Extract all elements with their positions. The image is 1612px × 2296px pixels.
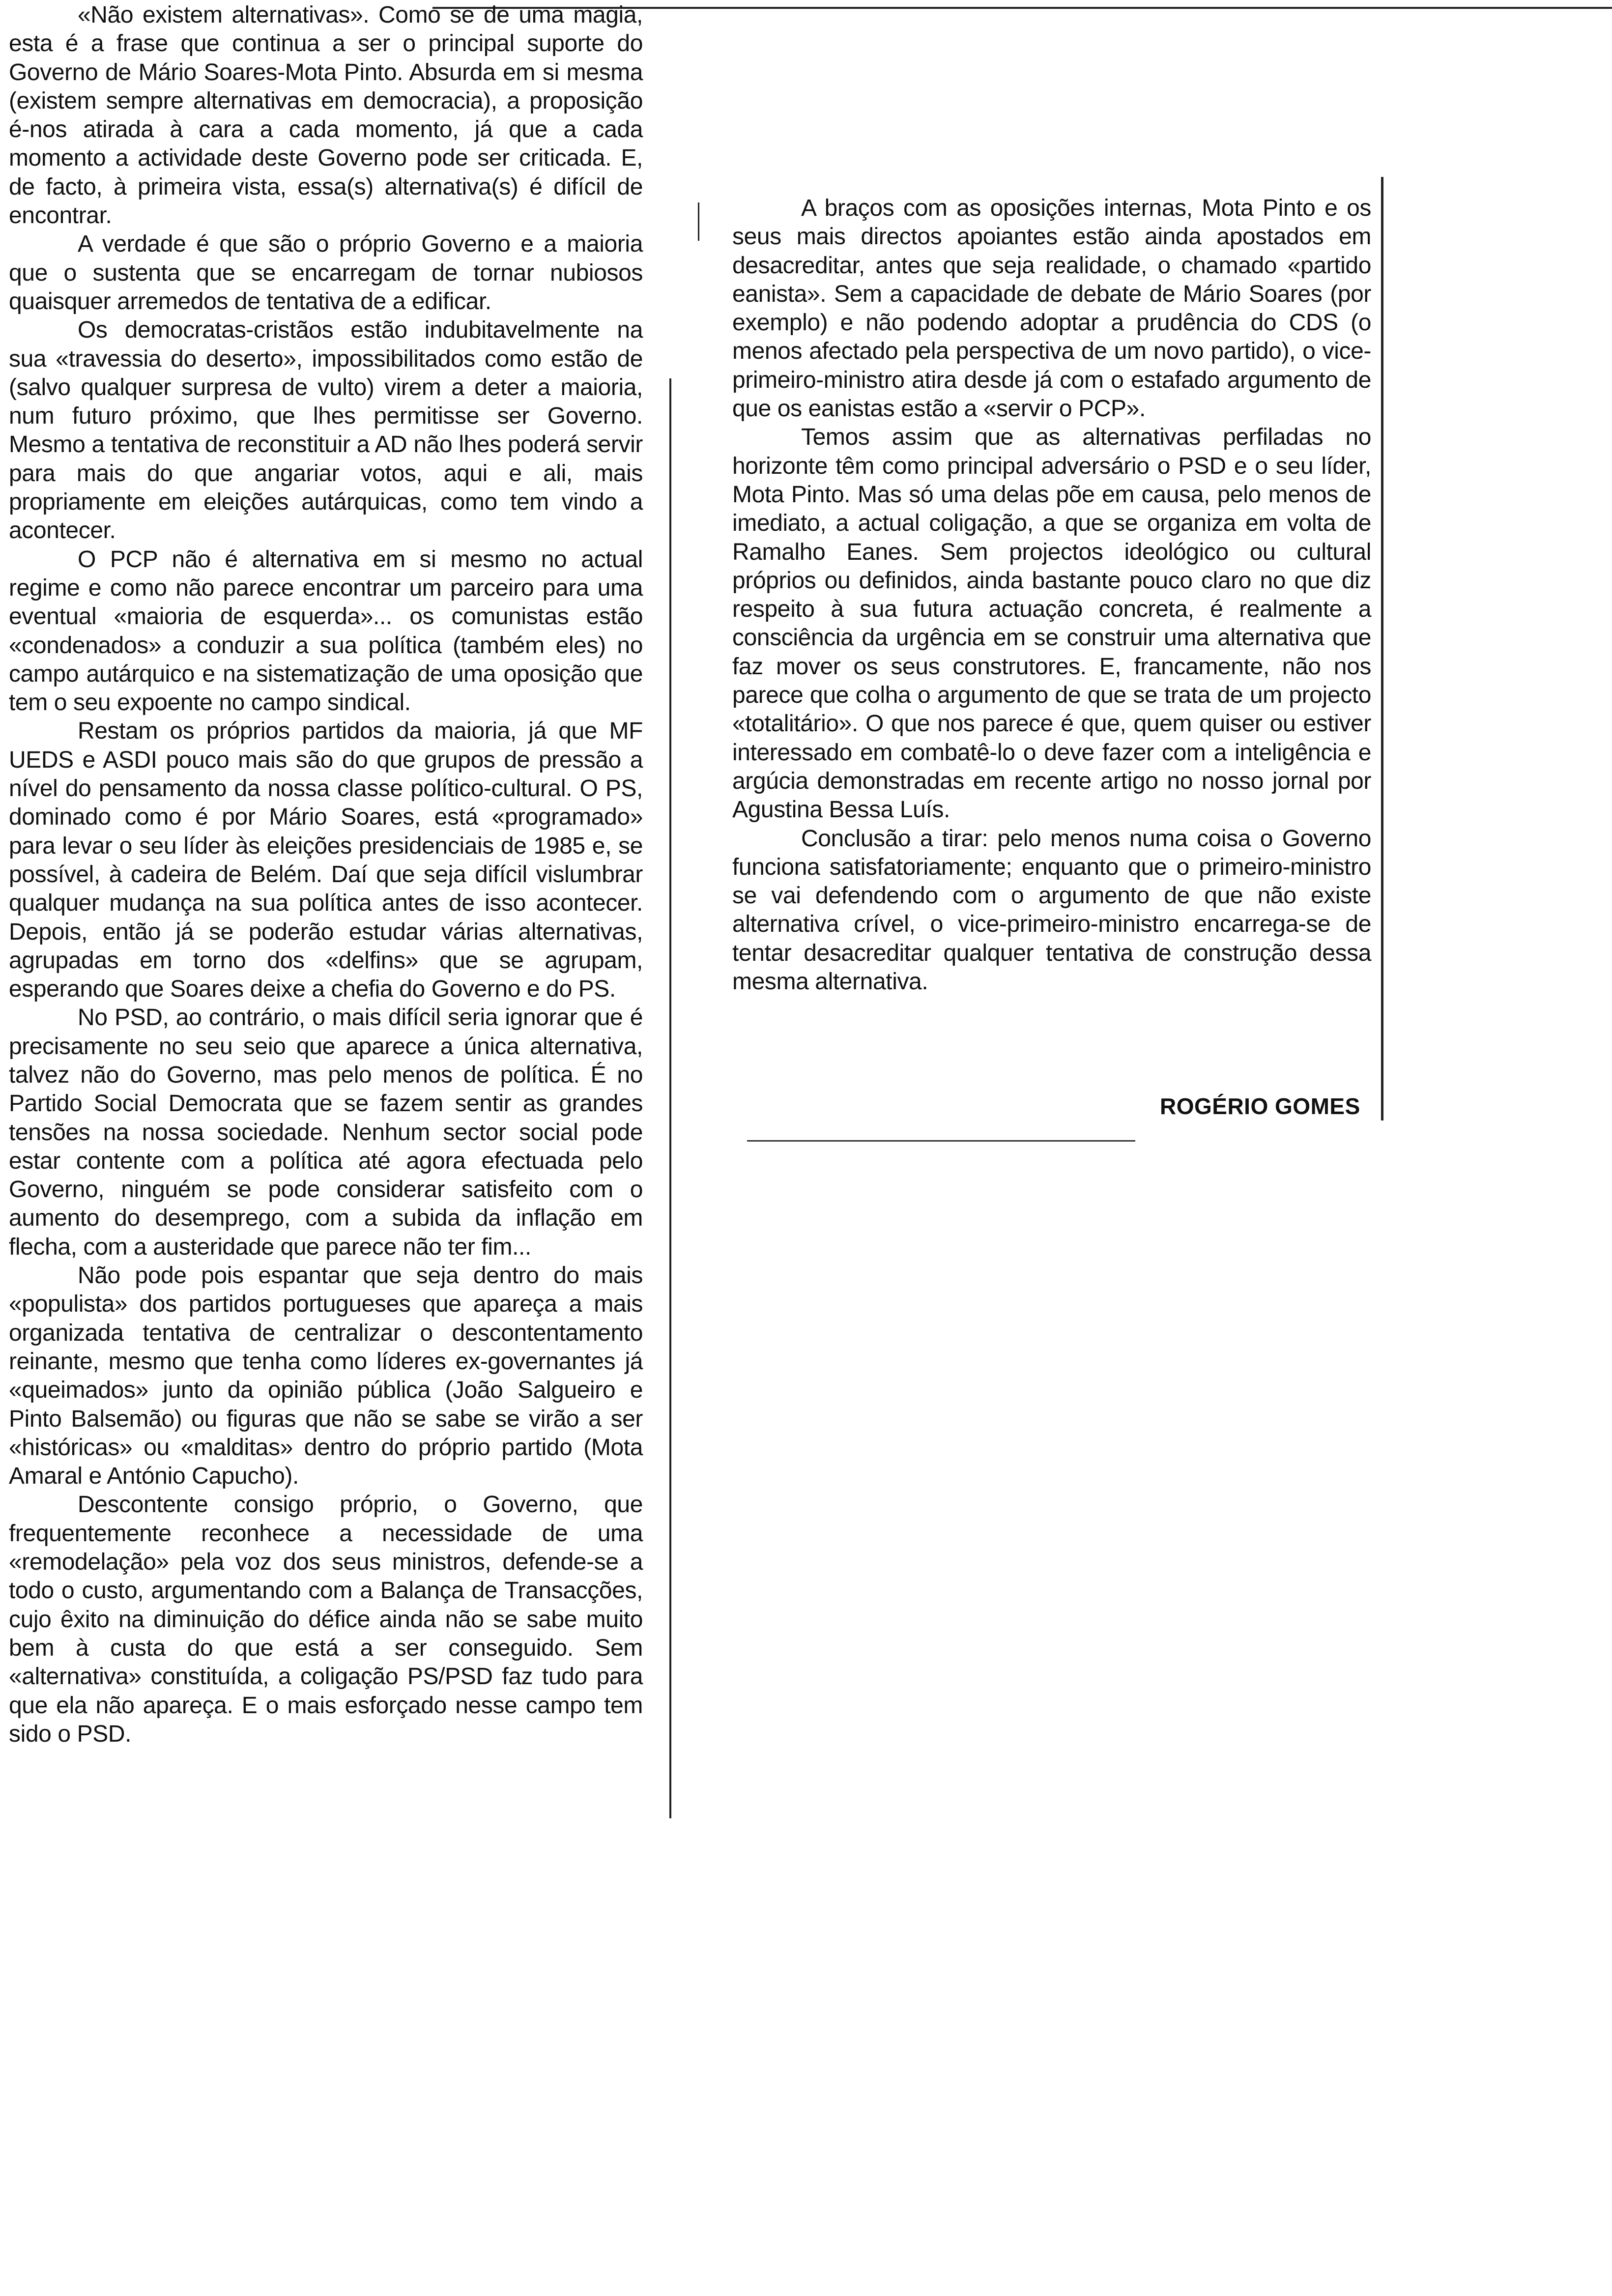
column-tick-mark — [698, 202, 699, 241]
column-divider-rule — [669, 378, 671, 1818]
paragraph: Descontente consigo próprio, o Governo, que frequentemente reconhece a necessidade de uma «remodelação» pela voz dos seus ministros, defende-se a todo o custo, argumentando com a Balança de Transacções, cujo êxito na diminuição do défice ainda não se sabe muito bem à custa do que está a ser conseguido. Sem «alternativa» constituída, a coligação PS/PSD faz tudo para que ela não apareça. E o mais esforçado nesse campo tem sido o PSD. — [9, 1492, 643, 1747]
paragraph: Restam os próprios partidos da maioria, já que MF UEDS e ASDI pouco mais são do que grupos de pressão a nível do pensamento da nossa classe político-cultural. O PS, dominado como é por Mário Soares, está «programado» para levar o seu líder às eleições presidenciais de 1985 e, se possível, à cadeira de Belém. Daí que seja difícil vislumbrar qualquer mudança na sua política antes de isso acontecer. Depois, então já se poderão estudar várias alternativas, agrupadas em torno dos «delfins» que se agrupam, esperando que Soares deixe a chefia do Governo e do PS. — [9, 718, 643, 1003]
right-column — [732, 194, 1371, 996]
right-margin-rule — [1381, 177, 1383, 1120]
paragraph: Não pode pois espantar que seja dentro do mais «populista» dos partidos portugueses que apareça a mais organizada tentativa de centralizar o descontentamento reinante, mesmo que tenha como líderes ex-governantes já «queimados» junto da opinião pública (João Salgueiro e Pinto Balsemão) ou figuras que não se sabe se virão a ser «históricas» ou «malditas» dentro do próprio partido (Mota Amaral e António Capucho). — [9, 1263, 643, 1490]
paragraph: O PCP não é alternativa em si mesmo no actual regime e como não parece encontrar um parceiro para uma eventual «maioria de esquerda»... os comunistas estão «condenados» a conduzir a sua política (também eles) no campo autárquico e na sistematização de uma oposição que tem o seu expoente no campo sindical. — [9, 546, 643, 716]
left-column — [9, 1, 643, 1749]
paragraph: Temos assim que as alternativas perfiladas no horizonte têm como principal adversário o PSD e o seu líder, Mota Pinto. Mas só uma delas põe em causa, pelo menos de imediato, a actual coligação, a que se organiza em volta de Ramalho Eanes. Sem projectos ideológico ou cultural próprios ou definidos, ainda bastante pouco claro no que diz respeito à sua futura actuação concreta, é realmente a consciência da urgência em se construir uma alternativa que faz mover os seus construtores. E, francamente, não nos parece que colha o argumento de que se trata de um projecto «totalitário». O que nos parece é que, quem quiser ou estiver interessado em combatê-lo o deve fazer com a inteligência e argúcia demonstradas em recente artigo no nosso jornal por Agustina Bessa Luís. — [732, 424, 1371, 823]
paragraph: No PSD, ao contrário, o mais difícil seria ignorar que é precisamente no seu seio que aparece a única alternativa, talvez não do Governo, mas pelo menos de política. É no Partido Social Democrata que se fazem sentir as grandes tensões na nossa sociedade. Nenhum sector social pode estar contente com a política até agora efectuada pelo Governo, ninguém se pode considerar satisfeito com o aumento do desemprego, com a subida da inflação em flecha, com a austeridade que parece não ter fim... — [9, 1004, 643, 1260]
paragraph: «Não existem alternativas». Como se de uma magia, esta é a frase que continua a ser o principal suporte do Governo de Mário Soares-Mota Pinto. Absurda em si mesma (existem sempre alternativas em democracia), a proposição é-nos atirada à cara a cada momento, já que a cada momento a actividade deste Governo pode ser criticada. E, de facto, à primeira vista, essa(s) alternativa(s) é difícil de encontrar. — [9, 2, 643, 229]
paragraph: Os democratas-cristãos estão indubitavelmente na sua «travessia do deserto», impossibilitados como estão de (salvo qualquer surpresa de vulto) virem a deter a maioria, num futuro próximo, que lhes permitisse ser Governo. Mesmo a tentativa de reconstituir a AD não lhes poderá servir para mais do que angariar votos, aqui e ali, mais propriamente em eleições autárquicas, como tem vindo a acontecer. — [9, 317, 643, 544]
paragraph: A verdade é que são o próprio Governo e a maioria que o sustenta que se encarregam de tornar nubiosos quaisquer arremedos de tentativa de a edificar. — [9, 231, 643, 315]
footer-rule — [747, 1140, 1135, 1142]
paragraph: Conclusão a tirar: pelo menos numa coisa o Governo funciona satisfatoriamente; enquanto que o primeiro-ministro se vai defendendo com o argumento de que não existe alternativa crível, o vice-primeiro-ministro encarrega-se de tentar desacreditar qualquer tentativa de construção dessa mesma alternativa. — [732, 825, 1371, 995]
paragraph: A braços com as oposições internas, Mota Pinto e os seus mais directos apoiantes estão ainda apostados em desacreditar, antes que seja realidade, o chamado «partido eanista». Sem a capacidade de debate de Mário Soares (por exemplo) e não podendo adoptar a prudência do CDS (o menos afectado pela perspectiva de um novo partido), o vice-primeiro-ministro atira desde já com o estafado argumento de que os eanistas estão a «servir o PCP». — [732, 195, 1371, 422]
author-byline: ROGÉRIO GOMES — [1160, 1093, 1360, 1119]
